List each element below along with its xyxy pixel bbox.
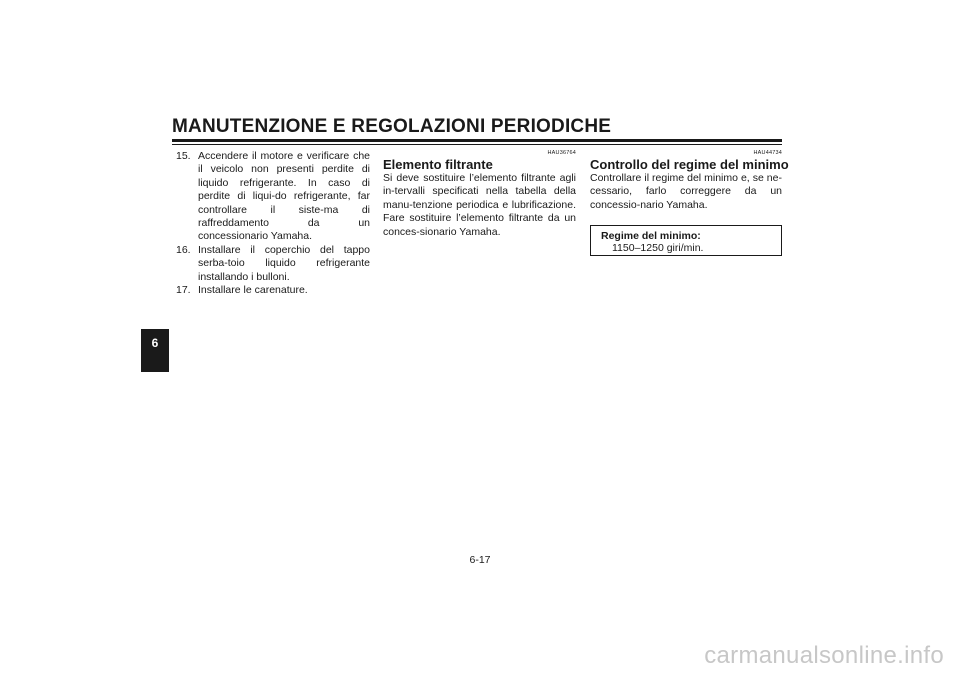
step-number: 17. <box>176 284 191 297</box>
header-rule <box>172 139 782 142</box>
chapter-tab <box>141 329 169 372</box>
step-number: 15. <box>176 150 191 162</box>
step-item <box>176 244 370 284</box>
header-rule-thin <box>172 144 782 145</box>
page-title: MANUTENZIONE E REGOLAZIONI PERIODICHE <box>172 116 612 137</box>
section-body-air-filter: Si deve sostituire l’elemento filtrante agli in-tervalli specificati nella tabella della manu-tenzione periodica e lubrificazione. Fare sostituire l’elemento filtrante da un conces-sionario Yamaha. <box>383 172 576 238</box>
section-code: HAU44734 <box>753 150 782 156</box>
column-steps <box>176 150 370 297</box>
spec-label: Regime del minimo: <box>601 230 701 243</box>
step-list <box>176 150 370 297</box>
page-number: 6-17 <box>469 554 491 566</box>
spec-box <box>590 225 782 256</box>
step-text: Installare il coperchio del tappo serba-toio liquido refrigerante installando i bulloni. <box>198 243 370 283</box>
step-item <box>176 284 370 297</box>
step-text: Accendere il motore e verificare che il veicolo non presenti perdite di liquido refrigerante. In caso di perdite di liqui-do refrigerante, far controllare il siste-ma di raffreddamento da un concessionario Yamaha. <box>198 150 370 243</box>
watermark: carmanualsonline.info <box>704 642 944 669</box>
column-air-filter <box>383 150 576 239</box>
step-text: Installare le carenature. <box>198 284 308 297</box>
step-item <box>176 150 370 244</box>
spec-value: 1150–1250 giri/min. <box>612 242 704 255</box>
column-idle-speed <box>590 150 789 256</box>
chapter-number: 6 <box>151 336 159 350</box>
section-code: HAU36764 <box>547 150 576 156</box>
section-title-idle-speed: Controllo del regime del minimo <box>590 157 789 172</box>
step-number: 16. <box>176 243 191 256</box>
section-title-air-filter: Elemento filtrante <box>383 157 493 172</box>
section-body-idle-speed: Controllare il regime del minimo e, se ne-cessario, farlo correggere da un concessio-nario Yamaha. <box>590 172 782 211</box>
